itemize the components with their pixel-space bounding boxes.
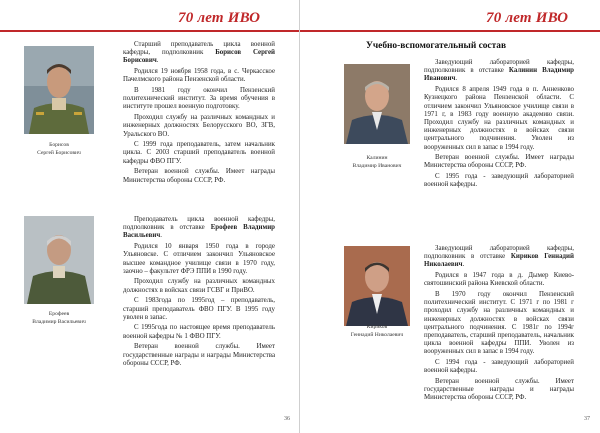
portrait-photo (344, 64, 410, 144)
portrait-image (344, 64, 410, 144)
biography-paragraph: Ветеран военной службы. Имеет государственные награды и награды Министерства обороны СССР, РФ. (123, 343, 275, 367)
person-name: Калинин Владимир Иванович (424, 67, 574, 83)
header-rule-right (300, 30, 600, 32)
section-title: Учебно-вспомогательный состав (366, 41, 507, 51)
caption-surname: Кириков (366, 324, 388, 330)
biography-intro: Преподаватель цикла военной кафедры, подполковник в отставке Ерофеев Владимир Васильевич. (123, 216, 276, 240)
biography-paragraph: Родился 8 апреля 1949 года в п. Анненково Кузнецкого района Пензенской области. С отличием закончил Ульяновское училище связи в 1971 г, в 1983 году военную академию связи. Проходил службу на различных командных и инженерных должностях в войсках связи центрального подчинения. Уволен из вооруженных сил в запас в 1994 году. (424, 86, 574, 151)
photo-caption (327, 323, 427, 339)
biography-paragraph: С 1983года по 1995год – преподаватель, старший преподаватель ФВО ПГУ. В 1995 году уволен в запас. (123, 297, 275, 321)
caption-given-names: Геннадий Николаевич (350, 332, 404, 338)
photo-caption (9, 310, 109, 326)
page-header-left: 70 лет ИВО (178, 10, 261, 26)
biography-paragraph: Родился 10 января 1950 года в городе Ульяновске. С отличием закончил Ульяновское высшее командное училище связи в 1970 году, заочно – факультет ФРЭ ППИ в 1990 году. (123, 243, 275, 275)
biography-intro: Старший преподаватель цикла военной кафедры, подполковник Борисов Сергей Борисович. (123, 41, 275, 65)
caption-surname: Борисов (49, 142, 69, 148)
biography-paragraph: С 1994 года - заведующий лабораторией военной кафедры. (424, 359, 574, 375)
biography-text (123, 216, 275, 370)
biography-paragraph: С 1999 года преподаватель, затем начальник цикла. С 2003 старший преподаватель военной кафедры ФВО ПГУ. (123, 141, 275, 165)
person-name: Ерофеев Владимир Васильевич (123, 224, 276, 240)
portrait-photo (344, 246, 410, 326)
photo-caption (9, 141, 109, 157)
portrait-image (24, 216, 94, 304)
biography-text (424, 245, 574, 405)
person-name: Кириков Геннадий Николаевич (424, 253, 574, 269)
biography-paragraph: Проходил службу на различных командных должностях в войсках связи ГСВГ и ПриВО. (123, 278, 275, 294)
biography-paragraph: Родился в 1947 года в д. Дымер Киево-святошинский района Киевской области. (424, 272, 574, 288)
biography-paragraph: В 1981 году окончил Пензенский политехнический институт. За время обучения в институте прошел военную подготовку. (123, 87, 275, 111)
biography-paragraph: Проходил службу на различных командных и инженерных должностях Белорусского ВО, ЗГВ, Уральского ВО. (123, 114, 275, 138)
biography-paragraph: Ветеран военной службы. Имеет награды Министерства обороны СССР, РФ. (123, 168, 275, 184)
portrait-photo (24, 46, 94, 134)
portrait-photo (24, 216, 94, 304)
caption-given-names: Сергей Борисович (37, 150, 81, 156)
caption-given-names: Владимир Иванович (352, 163, 402, 169)
biography-text (424, 59, 574, 192)
page-header-right: 70 лет ИВО (486, 10, 569, 26)
page-number-right: 37 (584, 416, 590, 422)
biography-paragraph: Родился 19 ноября 1958 года, в с. Черкасское Пачелмского района Пензенской области. (123, 68, 275, 84)
biography-paragraph: В 1970 году окончил Пензенский политехнический институт. С 1971 г по 1981 г проходил службу на различных командных и инженерных должностях в войсках связи центрального подчинения. С 1981г по 1994г преподаватель, старший преподаватель, начальник цикла военной кафедры ППИ. Уволен из вооруженных сил в запас в 1994 году. (424, 291, 574, 356)
page-number-left: 36 (284, 416, 290, 422)
biography-intro: Заведующий лабораторией кафедры, подполковник в отставке Кириков Геннадий Николаевич. (424, 245, 574, 269)
person-name: Борисов Сергей Борисович (123, 49, 275, 65)
biography-paragraph: Ветеран военной службы. Имеет государственные награды и награды Министерства обороны СССР, РФ. (424, 378, 574, 402)
photo-caption (327, 154, 427, 170)
caption-surname: Ерофеев (48, 311, 70, 317)
biography-intro: Заведующий лабораторией кафедры, подполковник в отставке Калинин Владимир Иванович. (424, 59, 574, 83)
portrait-image (344, 246, 410, 326)
biography-text (123, 41, 275, 187)
caption-given-names: Владимир Васильевич (32, 319, 86, 325)
caption-surname: Калинин (366, 155, 388, 161)
biography-paragraph: С 1995года по настоящее время преподаватель военной кафедры № 1 ФВО ПГУ. (123, 324, 275, 340)
right-page (300, 0, 600, 433)
biography-paragraph: С 1995 года - заведующий лабораторией военной кафедры. (424, 173, 574, 189)
portrait-image (24, 46, 94, 134)
header-rule-left (0, 30, 300, 32)
biography-paragraph: Ветеран военной службы. Имеет награды Министерства обороны СССР, РФ. (424, 154, 574, 170)
